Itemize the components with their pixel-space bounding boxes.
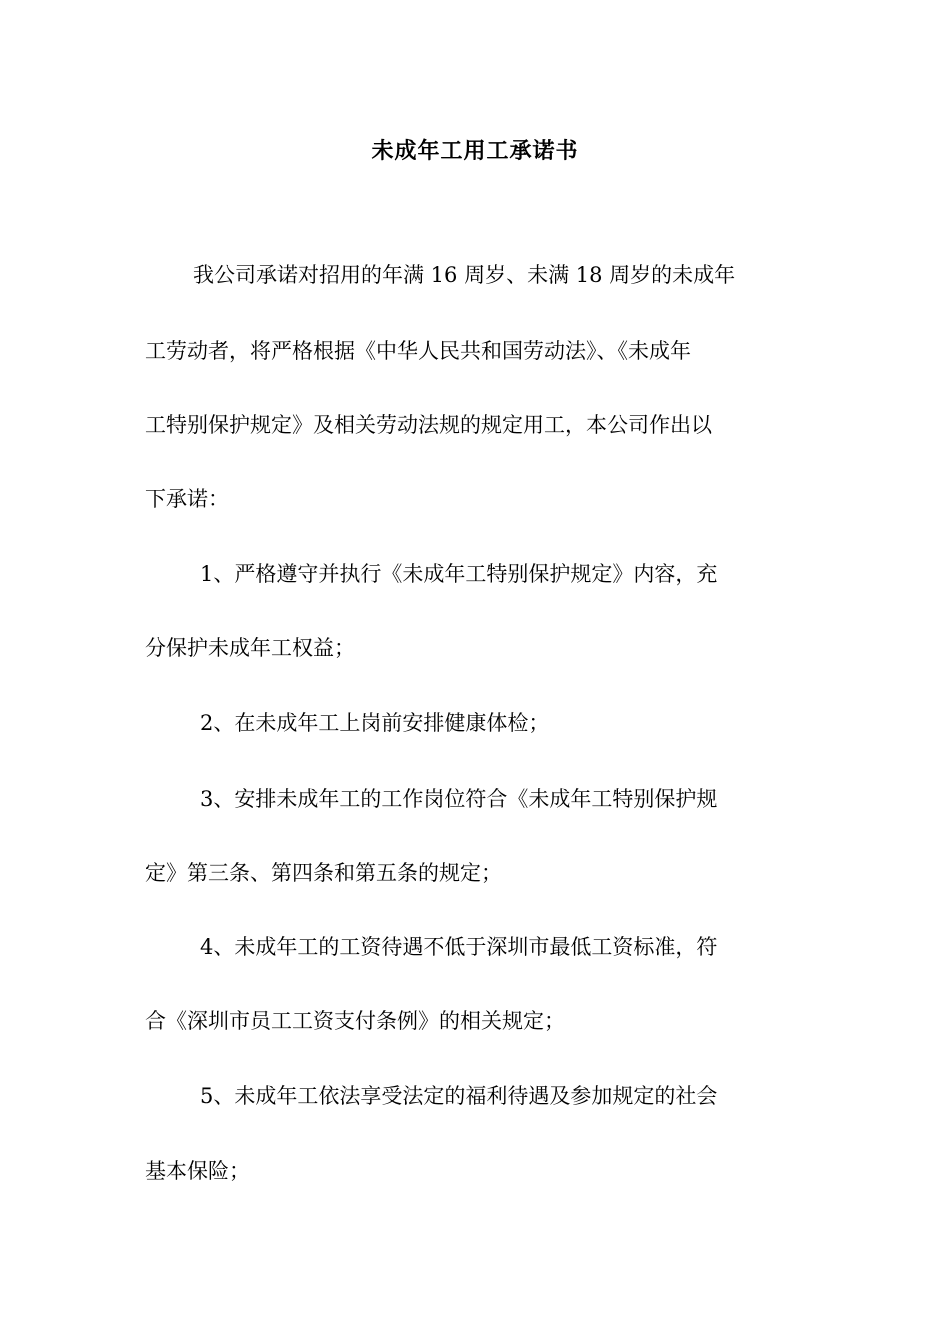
paragraph-intro-line-1: 我公司承诺对招用的年满 16 周岁、未满 18 周岁的未成年	[193, 263, 736, 287]
commitment-item-2: 2、在未成年工上岗前安排健康体检；	[200, 711, 550, 735]
commitment-item-5-line-2: 基本保险；	[145, 1159, 250, 1183]
paragraph-intro-line-4: 下承诺：	[145, 487, 229, 511]
commitment-item-4-line-2: 合《深圳市员工工资支付条例》的相关规定；	[145, 1009, 565, 1033]
document-title: 未成年工用工承诺书	[371, 139, 579, 164]
paragraph-intro-line-2: 工劳动者，将严格根据《中华人民共和国劳动法》、《未成年	[145, 339, 691, 363]
commitment-item-4-line-1: 4、未成年工的工资待遇不低于深圳市最低工资标准，符	[200, 935, 718, 959]
commitment-item-3-line-2: 定》第三条、第四条和第五条的规定；	[145, 861, 502, 885]
commitment-item-5-line-1: 5、未成年工依法享受法定的福利待遇及参加规定的社会	[200, 1084, 718, 1108]
commitment-item-1-line-2: 分保护未成年工权益；	[145, 636, 355, 660]
commitment-item-1-line-1: 1、严格遵守并执行《未成年工特别保护规定》内容，充	[200, 562, 718, 586]
commitment-item-3-line-1: 3、安排未成年工的工作岗位符合《未成年工特别保护规	[200, 787, 718, 811]
paragraph-intro-line-3: 工特别保护规定》及相关劳动法规的规定用工，本公司作出以	[145, 413, 712, 437]
